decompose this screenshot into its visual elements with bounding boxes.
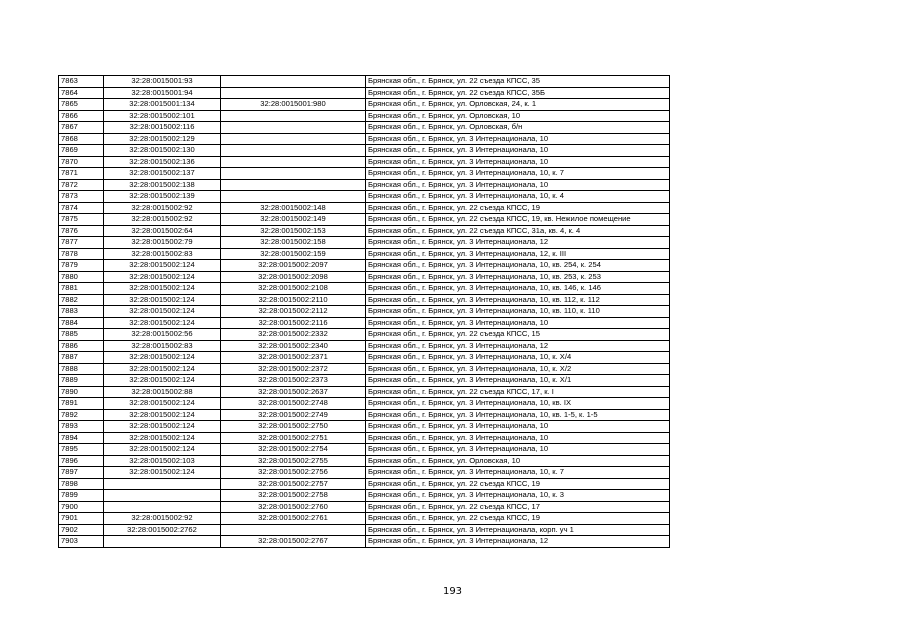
- address-cell: Брянская обл., г. Брянск, ул. Орловская, 10: [366, 455, 670, 467]
- row-number-cell: 7884: [59, 317, 104, 329]
- cadastral-number-cell: 32:28:0015002:124: [104, 317, 221, 329]
- related-cadastral-number-cell: 32:28:0015002:2767: [221, 536, 366, 548]
- row-number-cell: 7878: [59, 248, 104, 260]
- table-row: [59, 76, 670, 88]
- address-cell: Брянская обл., г. Брянск, ул. 3 Интернационала, 10, к. 3: [366, 490, 670, 502]
- related-cadastral-number-cell: 32:28:0015002:149: [221, 214, 366, 226]
- related-cadastral-number-cell: 32:28:0015002:2757: [221, 478, 366, 490]
- row-number-cell: 7903: [59, 536, 104, 548]
- address-cell: Брянская обл., г. Брянск, ул. 22 съезда КПСС, 35: [366, 76, 670, 88]
- row-number-cell: 7863: [59, 76, 104, 88]
- address-cell: Брянская обл., г. Брянск, ул. 3 Интернационала, 10, кв. 1-5, к. 1-5: [366, 409, 670, 421]
- cadastral-number-cell: 32:28:0015002:124: [104, 306, 221, 318]
- table-row: [59, 329, 670, 341]
- property-register-table: [58, 75, 670, 548]
- cadastral-number-cell: 32:28:0015001:134: [104, 99, 221, 111]
- row-number-cell: 7867: [59, 122, 104, 134]
- related-cadastral-number-cell: [221, 122, 366, 134]
- address-cell: Брянская обл., г. Брянск, ул. 3 Интернационала, 10: [366, 317, 670, 329]
- related-cadastral-number-cell: [221, 133, 366, 145]
- table-row: [59, 179, 670, 191]
- related-cadastral-number-cell: [221, 87, 366, 99]
- address-cell: Брянская обл., г. Брянск, ул. 3 Интернационала, 12, к. III: [366, 248, 670, 260]
- table-row: [59, 191, 670, 203]
- cadastral-number-cell: 32:28:0015002:130: [104, 145, 221, 157]
- address-cell: Брянская обл., г. Брянск, ул. 3 Интернационала, 10: [366, 444, 670, 456]
- row-number-cell: 7885: [59, 329, 104, 341]
- related-cadastral-number-cell: 32:28:0015002:2116: [221, 317, 366, 329]
- row-number-cell: 7877: [59, 237, 104, 249]
- row-number-cell: 7899: [59, 490, 104, 502]
- cadastral-number-cell: 32:28:0015002:124: [104, 375, 221, 387]
- table-row: [59, 110, 670, 122]
- cadastral-number-cell: 32:28:0015002:124: [104, 283, 221, 295]
- address-cell: Брянская обл., г. Брянск, ул. 3 Интернационала, корп. уч 1: [366, 524, 670, 536]
- address-cell: Брянская обл., г. Брянск, ул. 3 Интернационала, 10, кв. 253, к. 253: [366, 271, 670, 283]
- related-cadastral-number-cell: [221, 145, 366, 157]
- row-number-cell: 7875: [59, 214, 104, 226]
- cadastral-number-cell: 32:28:0015002:124: [104, 432, 221, 444]
- row-number-cell: 7883: [59, 306, 104, 318]
- cadastral-number-cell: 32:28:0015002:64: [104, 225, 221, 237]
- address-cell: Брянская обл., г. Брянск, ул. 3 Интернационала, 10, кв. 110, к. 110: [366, 306, 670, 318]
- related-cadastral-number-cell: 32:28:0015002:2761: [221, 513, 366, 525]
- table-row: [59, 87, 670, 99]
- related-cadastral-number-cell: 32:28:0015002:2108: [221, 283, 366, 295]
- cadastral-number-cell: 32:28:0015002:83: [104, 248, 221, 260]
- table-row: [59, 317, 670, 329]
- table-row: [59, 225, 670, 237]
- cadastral-number-cell: 32:28:0015001:93: [104, 76, 221, 88]
- related-cadastral-number-cell: 32:28:0015002:148: [221, 202, 366, 214]
- table-row: [59, 467, 670, 479]
- cadastral-number-cell: 32:28:0015002:124: [104, 260, 221, 272]
- table-row: [59, 352, 670, 364]
- address-cell: Брянская обл., г. Брянск, ул. 3 Интернационала, 12: [366, 237, 670, 249]
- related-cadastral-number-cell: 32:28:0015002:2110: [221, 294, 366, 306]
- address-cell: Брянская обл., г. Брянск, ул. 3 Интернационала, 10, к. Х/2: [366, 363, 670, 375]
- row-number-cell: 7887: [59, 352, 104, 364]
- table-row: [59, 501, 670, 513]
- cadastral-number-cell: 32:28:0015002:124: [104, 398, 221, 410]
- table-row: [59, 271, 670, 283]
- cadastral-number-cell: [104, 501, 221, 513]
- related-cadastral-number-cell: 32:28:0015002:2112: [221, 306, 366, 318]
- related-cadastral-number-cell: [221, 156, 366, 168]
- related-cadastral-number-cell: 32:28:0015002:2373: [221, 375, 366, 387]
- row-number-cell: 7896: [59, 455, 104, 467]
- cadastral-number-cell: 32:28:0015002:124: [104, 409, 221, 421]
- row-number-cell: 7892: [59, 409, 104, 421]
- row-number-cell: 7891: [59, 398, 104, 410]
- address-cell: Брянская обл., г. Брянск, ул. 22 съезда КПСС, 19, кв. Нежилое помещение: [366, 214, 670, 226]
- cadastral-number-cell: 32:28:0015002:124: [104, 421, 221, 433]
- cadastral-number-cell: 32:28:0015002:116: [104, 122, 221, 134]
- related-cadastral-number-cell: 32:28:0015002:2372: [221, 363, 366, 375]
- cadastral-number-cell: 32:28:0015002:79: [104, 237, 221, 249]
- table-row: [59, 237, 670, 249]
- address-cell: Брянская обл., г. Брянск, ул. 22 съезда КПСС, 17, к. I: [366, 386, 670, 398]
- table-row: [59, 248, 670, 260]
- row-number-cell: 7876: [59, 225, 104, 237]
- related-cadastral-number-cell: [221, 76, 366, 88]
- address-cell: Брянская обл., г. Брянск, ул. 3 Интернационала, 10: [366, 421, 670, 433]
- table-row: [59, 202, 670, 214]
- address-cell: Брянская обл., г. Брянск, ул. 3 Интернационала, 10, к. Х/4: [366, 352, 670, 364]
- related-cadastral-number-cell: 32:28:0015002:2340: [221, 340, 366, 352]
- row-number-cell: 7897: [59, 467, 104, 479]
- cadastral-number-cell: 32:28:0015002:101: [104, 110, 221, 122]
- row-number-cell: 7870: [59, 156, 104, 168]
- row-number-cell: 7889: [59, 375, 104, 387]
- address-cell: Брянская обл., г. Брянск, ул. 22 съезда КПСС, 19: [366, 513, 670, 525]
- row-number-cell: 7893: [59, 421, 104, 433]
- table-row: [59, 421, 670, 433]
- cadastral-number-cell: 32:28:0015002:124: [104, 363, 221, 375]
- row-number-cell: 7888: [59, 363, 104, 375]
- related-cadastral-number-cell: 32:28:0015002:2097: [221, 260, 366, 272]
- related-cadastral-number-cell: 32:28:0015002:2754: [221, 444, 366, 456]
- related-cadastral-number-cell: 32:28:0015002:2758: [221, 490, 366, 502]
- cadastral-number-cell: 32:28:0015002:124: [104, 294, 221, 306]
- row-number-cell: 7902: [59, 524, 104, 536]
- address-cell: Брянская обл., г. Брянск, ул. 3 Интернационала, 10: [366, 156, 670, 168]
- table-row: [59, 260, 670, 272]
- cadastral-number-cell: 32:28:0015002:136: [104, 156, 221, 168]
- cadastral-number-cell: 32:28:0015002:92: [104, 214, 221, 226]
- related-cadastral-number-cell: [221, 524, 366, 536]
- row-number-cell: 7864: [59, 87, 104, 99]
- register-table-body: [59, 76, 670, 548]
- address-cell: Брянская обл., г. Брянск, ул. 22 съезда КПСС, 17: [366, 501, 670, 513]
- cadastral-number-cell: 32:28:0015002:2762: [104, 524, 221, 536]
- related-cadastral-number-cell: 32:28:0015002:159: [221, 248, 366, 260]
- cadastral-number-cell: 32:28:0015002:124: [104, 271, 221, 283]
- address-cell: Брянская обл., г. Брянск, ул. 22 съезда КПСС, 19: [366, 202, 670, 214]
- row-number-cell: 7895: [59, 444, 104, 456]
- table-row: [59, 513, 670, 525]
- cadastral-number-cell: 32:28:0015002:83: [104, 340, 221, 352]
- related-cadastral-number-cell: 32:28:0015002:2332: [221, 329, 366, 341]
- table-row: [59, 168, 670, 180]
- related-cadastral-number-cell: 32:28:0015002:2637: [221, 386, 366, 398]
- related-cadastral-number-cell: 32:28:0015002:2755: [221, 455, 366, 467]
- related-cadastral-number-cell: 32:28:0015001:980: [221, 99, 366, 111]
- row-number-cell: 7874: [59, 202, 104, 214]
- row-number-cell: 7894: [59, 432, 104, 444]
- row-number-cell: 7871: [59, 168, 104, 180]
- row-number-cell: 7880: [59, 271, 104, 283]
- cadastral-number-cell: 32:28:0015002:129: [104, 133, 221, 145]
- related-cadastral-number-cell: 32:28:0015002:2748: [221, 398, 366, 410]
- table-row: [59, 294, 670, 306]
- related-cadastral-number-cell: 32:28:0015002:2751: [221, 432, 366, 444]
- row-number-cell: 7881: [59, 283, 104, 295]
- cadastral-number-cell: 32:28:0015002:56: [104, 329, 221, 341]
- row-number-cell: 7879: [59, 260, 104, 272]
- address-cell: Брянская обл., г. Брянск, ул. 3 Интернационала, 10, кв. 146, к. 146: [366, 283, 670, 295]
- cadastral-number-cell: 32:28:0015002:92: [104, 513, 221, 525]
- row-number-cell: 7882: [59, 294, 104, 306]
- cadastral-number-cell: 32:28:0015002:138: [104, 179, 221, 191]
- address-cell: Брянская обл., г. Брянск, ул. 3 Интернационала, 10, кв. 254, к. 254: [366, 260, 670, 272]
- table-row: [59, 375, 670, 387]
- table-row: [59, 363, 670, 375]
- row-number-cell: 7868: [59, 133, 104, 145]
- related-cadastral-number-cell: [221, 110, 366, 122]
- table-row: [59, 444, 670, 456]
- table-row: [59, 133, 670, 145]
- table-row: [59, 145, 670, 157]
- table-row: [59, 283, 670, 295]
- cadastral-number-cell: 32:28:0015002:137: [104, 168, 221, 180]
- address-cell: Брянская обл., г. Брянск, ул. Орловская, 24, к. 1: [366, 99, 670, 111]
- row-number-cell: 7900: [59, 501, 104, 513]
- address-cell: Брянская обл., г. Брянск, ул. 3 Интернационала, 10, кв. 112, к. 112: [366, 294, 670, 306]
- related-cadastral-number-cell: [221, 191, 366, 203]
- address-cell: Брянская обл., г. Брянск, ул. 3 Интернационала, 10: [366, 432, 670, 444]
- address-cell: Брянская обл., г. Брянск, ул. 3 Интернационала, 10, кв. IX: [366, 398, 670, 410]
- cadastral-number-cell: 32:28:0015002:103: [104, 455, 221, 467]
- cadastral-number-cell: 32:28:0015002:124: [104, 444, 221, 456]
- cadastral-number-cell: [104, 536, 221, 548]
- address-cell: Брянская обл., г. Брянск, ул. 3 Интернационала, 12: [366, 340, 670, 352]
- table-row: [59, 524, 670, 536]
- address-cell: Брянская обл., г. Брянск, ул. 3 Интернационала, 10, к. 4: [366, 191, 670, 203]
- table-row: [59, 340, 670, 352]
- related-cadastral-number-cell: [221, 179, 366, 191]
- address-cell: Брянская обл., г. Брянск, ул. 3 Интернационала, 10, к. 7: [366, 467, 670, 479]
- related-cadastral-number-cell: 32:28:0015002:2750: [221, 421, 366, 433]
- table-row: [59, 432, 670, 444]
- page-number: 193: [442, 586, 463, 597]
- table-row: [59, 99, 670, 111]
- address-cell: Брянская обл., г. Брянск, ул. 22 съезда КПСС, 31а, кв. 4, к. 4: [366, 225, 670, 237]
- row-number-cell: 7866: [59, 110, 104, 122]
- table-row: [59, 156, 670, 168]
- row-number-cell: 7898: [59, 478, 104, 490]
- row-number-cell: 7873: [59, 191, 104, 203]
- table-row: [59, 478, 670, 490]
- table-row: [59, 409, 670, 421]
- row-number-cell: 7901: [59, 513, 104, 525]
- row-number-cell: 7869: [59, 145, 104, 157]
- address-cell: Брянская обл., г. Брянск, ул. Орловская, б/н: [366, 122, 670, 134]
- address-cell: Брянская обл., г. Брянск, ул. 3 Интернационала, 12: [366, 536, 670, 548]
- table-row: [59, 386, 670, 398]
- related-cadastral-number-cell: 32:28:0015002:2756: [221, 467, 366, 479]
- row-number-cell: 7886: [59, 340, 104, 352]
- row-number-cell: 7890: [59, 386, 104, 398]
- cadastral-number-cell: [104, 490, 221, 502]
- related-cadastral-number-cell: 32:28:0015002:2371: [221, 352, 366, 364]
- address-cell: Брянская обл., г. Брянск, ул. 3 Интернационала, 10, к. Х/1: [366, 375, 670, 387]
- row-number-cell: 7872: [59, 179, 104, 191]
- related-cadastral-number-cell: 32:28:0015002:158: [221, 237, 366, 249]
- cadastral-number-cell: 32:28:0015002:124: [104, 467, 221, 479]
- cadastral-number-cell: 32:28:0015002:88: [104, 386, 221, 398]
- cadastral-number-cell: 32:28:0015002:139: [104, 191, 221, 203]
- address-cell: Брянская обл., г. Брянск, ул. 3 Интернационала, 10: [366, 179, 670, 191]
- address-cell: Брянская обл., г. Брянск, ул. 3 Интернационала, 10, к. 7: [366, 168, 670, 180]
- table-row: [59, 122, 670, 134]
- cadastral-number-cell: 32:28:0015002:124: [104, 352, 221, 364]
- table-row: [59, 306, 670, 318]
- table-row: [59, 398, 670, 410]
- table-row: [59, 536, 670, 548]
- related-cadastral-number-cell: 32:28:0015002:2749: [221, 409, 366, 421]
- address-cell: Брянская обл., г. Брянск, ул. 3 Интернационала, 10: [366, 145, 670, 157]
- cadastral-number-cell: 32:28:0015002:92: [104, 202, 221, 214]
- address-cell: Брянская обл., г. Брянск, ул. Орловская, 10: [366, 110, 670, 122]
- related-cadastral-number-cell: 32:28:0015002:2760: [221, 501, 366, 513]
- table-row: [59, 490, 670, 502]
- table-row: [59, 455, 670, 467]
- related-cadastral-number-cell: [221, 168, 366, 180]
- row-number-cell: 7865: [59, 99, 104, 111]
- address-cell: Брянская обл., г. Брянск, ул. 3 Интернационала, 10: [366, 133, 670, 145]
- related-cadastral-number-cell: 32:28:0015002:2098: [221, 271, 366, 283]
- address-cell: Брянская обл., г. Брянск, ул. 22 съезда КПСС, 19: [366, 478, 670, 490]
- table-row: [59, 214, 670, 226]
- related-cadastral-number-cell: 32:28:0015002:153: [221, 225, 366, 237]
- address-cell: Брянская обл., г. Брянск, ул. 22 съезда КПСС, 35Б: [366, 87, 670, 99]
- address-cell: Брянская обл., г. Брянск, ул. 22 съезда КПСС, 15: [366, 329, 670, 341]
- cadastral-number-cell: 32:28:0015001:94: [104, 87, 221, 99]
- cadastral-number-cell: [104, 478, 221, 490]
